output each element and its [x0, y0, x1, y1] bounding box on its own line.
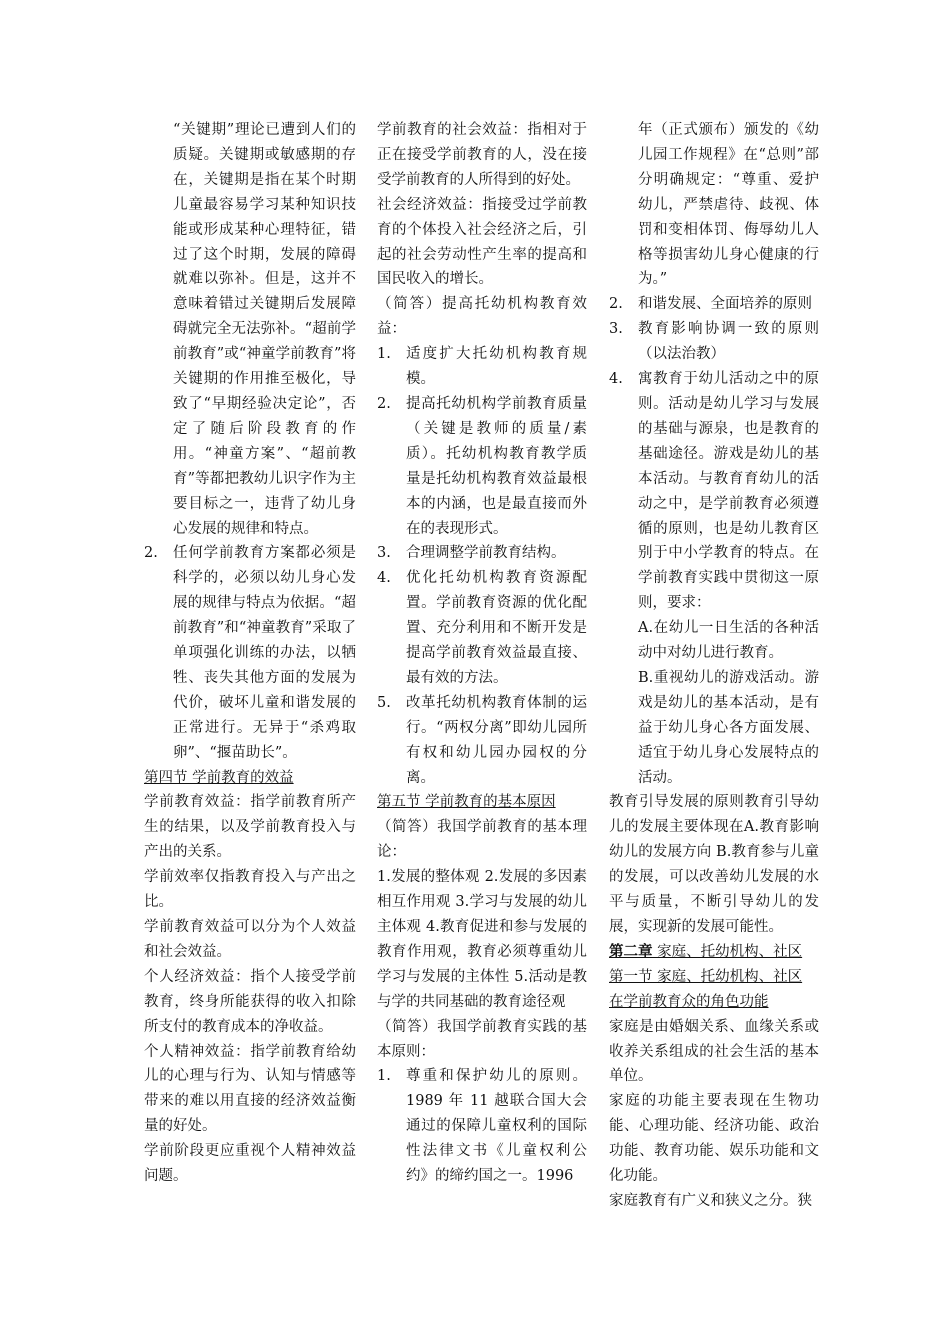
column-right [609, 118, 819, 1214]
question-heading: （简答）我国学前教育实践的基本原则： [377, 1018, 587, 1060]
paragraph: 学前阶段更应重视个人精神效益问题。 [144, 1143, 356, 1185]
list-item [377, 1064, 587, 1189]
list-number: 1. [377, 346, 391, 363]
column-middle [377, 118, 587, 1189]
sub-item-a: A.在幼儿一日生活的各种活动中对幼儿进行教育。 [638, 620, 819, 662]
list-item [609, 317, 819, 367]
list-text: 提高托幼机构学前教育质量（关键是教师的质量/素质）。托幼机构教育教学质量是托幼机构教育效益最根本的内涵，也是最直接而外在的表现形式。 [406, 395, 587, 537]
list-number: 5. [377, 694, 391, 711]
list-number: 3. [377, 545, 391, 562]
list-text: 改革托幼机构教育体制的运行。“两权分离”即幼儿园所有权和幼儿园办园权的分离。 [406, 694, 587, 786]
list-number: 4. [609, 371, 623, 388]
section-heading-1-line1: 第一节 家庭、托幼机构、社区 [609, 968, 803, 985]
list-number: 3. [609, 321, 623, 338]
list-item [377, 691, 587, 791]
question-heading: （简答）提高托幼机构教育效益： [377, 296, 587, 338]
paragraph: 家庭的功能主要表现在生物功能、心理功能、经济功能、政治功能、教育功能、娱乐功能和文化功能。 [609, 1093, 819, 1185]
list-number: 1. [377, 1068, 391, 1085]
continued-paragraph: 年（正式颁布）颁发的《幼儿园工作规程》在“总则”部分明确规定：“尊重、爱护幼儿，严禁虐待、歧视、体罚和变相体罚、侮辱幼儿人格等损害幼儿身心健康的行为。” [638, 122, 819, 288]
list-text: 合理调整学前教育结构。 [406, 545, 566, 562]
sub-item-b: B.重视幼儿的游戏活动。游戏是幼儿的基本活动，是有益于幼儿身心各方面发展、适宜于幼儿身心发展特点的活动。 [638, 669, 819, 786]
question-heading: （简答）我国学前教育的基本理论： [377, 819, 587, 861]
list-item [377, 541, 587, 566]
list-item [144, 541, 356, 765]
paragraph: 个人经济效益：指个人接受学前教育，终身所能获得的收入扣除所支付的教育成本的净收益。 [144, 968, 356, 1035]
list-text: 适度扩大托幼机构教育规模。 [406, 346, 587, 388]
list-item [377, 342, 587, 392]
chapter-heading [609, 940, 819, 965]
list-number: 2. [144, 545, 158, 562]
section-heading-5: 第五节 学前教育的基本原因 [377, 794, 556, 811]
chapter-label: 第二章 [609, 942, 653, 960]
paragraph: 1.发展的整体观 2.发展的多因素相互作用观 3.学习与发展的幼儿主体观 4.教育促进和参与发展的教育作用观，教育必须尊重幼儿学习与发展的主体性 5.活动是教与学的共同基础的教育途径观 [377, 869, 587, 1010]
paragraph: 社会经济效益：指接受过学前教育的个体投入社会经济之后，引起的社会劳动性产生率的提高和国民收入的增长。 [377, 196, 587, 288]
list-text: 教育影响协调一致的原则（以法治教） [638, 321, 819, 363]
list-text: 优化托幼机构教育资源配置。学前教育资源的优化配置、充分利用和不断开发是提高学前教育效益最直接、最有效的方法。 [406, 570, 587, 686]
list-number: 2. [377, 395, 391, 412]
section-heading-4: 第四节 学前教育的效益 [144, 769, 294, 786]
list-item [609, 292, 819, 317]
column-left [144, 118, 356, 1189]
paragraph: 学前教育的社会效益：指相对于正在接受学前教育的人，没在接受学前教育的人所得到的好处。 [377, 122, 587, 188]
paragraph: 家庭教育有广义和狭义之分。狭 [609, 1192, 812, 1209]
paragraph: 家庭是由婚姻关系、血缘关系或收养关系组成的社会生活的基本单位。 [609, 1018, 819, 1085]
list-text: 任何学前教育方案都必须是科学的，必须以幼儿身心发展的规律与特点为依据。“超前教育”和“神童教育”采取了单项强化训练的办法，以牺牲、丧失其他方面的发展为代价，破坏儿童和谐发展的正常进行。无异于“杀鸡取卵”、“揠苗助长”。 [173, 545, 356, 761]
paragraph: 个人精神效益：指学前教育给幼儿的心理与行为、认知与情感等带来的难以用直接的经济效益衡量的好处。 [144, 1043, 356, 1135]
list-item [609, 367, 819, 616]
continued-paragraph: “关键期”理论已遭到人们的质疑。关键期或敏感期的存在，关键期是指在某个时期儿童最容易学习某种知识技能或形成某种心理特征，错过了这个时期，发展的障碍就难以弥补。但是，这并不意味着错过关键期后发展障碍就完全无法弥补。“超前学前教育”或“神童学前教育”将关键期的作用推至极化，导致了“早期经验决定论”，否定了随后阶段教育的作用。“神童方案”、“超前教育”等都把教幼儿识字作为主要目标之一，违背了幼儿身心发展的规律和特点。 [173, 122, 356, 537]
list-item [377, 566, 587, 691]
paragraph: 学前教育效益可以分为个人效益和社会效益。 [144, 919, 356, 960]
paragraph: 教育引导发展的原则教育引导幼儿的发展主要体现在A.教育影响幼儿的发展方向 B.教育参与儿童的发展，可以改善幼儿发展的水平与质量，不断引导幼儿的发展，实现新的发展可能性。 [609, 794, 819, 935]
section-heading-1-line2: 在学前教育众的角色功能 [609, 993, 769, 1010]
list-number: 2. [609, 296, 623, 313]
chapter-title: 家庭、托幼机构、社区 [652, 943, 803, 960]
list-text: 尊重和保护幼儿的原则。1989 年 11 越联合国大会通过的保障儿童权利的国际性法律文书《儿童权利公约》的缔约国之一。1996 [406, 1068, 587, 1185]
paragraph: 学前效率仅指教育投入与产出之比。 [144, 869, 356, 911]
list-text: 寓教育于幼儿活动之中的原则。活动是幼儿学习与发展的基础与源泉，也是教育的基础途径。游戏是幼儿的基本活动。与教育育幼儿的活动之中，是学前教育必须遵循的原则，也是幼儿教育区别于中小学教育的特点。在学前教育实践中贯彻这一原则，要求： [638, 371, 819, 612]
list-number: 4. [377, 570, 391, 587]
list-item [377, 392, 587, 541]
list-text: 和谐发展、全面培养的原则 [638, 296, 812, 313]
paragraph: 学前教育效益：指学前教育所产生的结果，以及学前教育投入与产出的关系。 [144, 794, 356, 861]
